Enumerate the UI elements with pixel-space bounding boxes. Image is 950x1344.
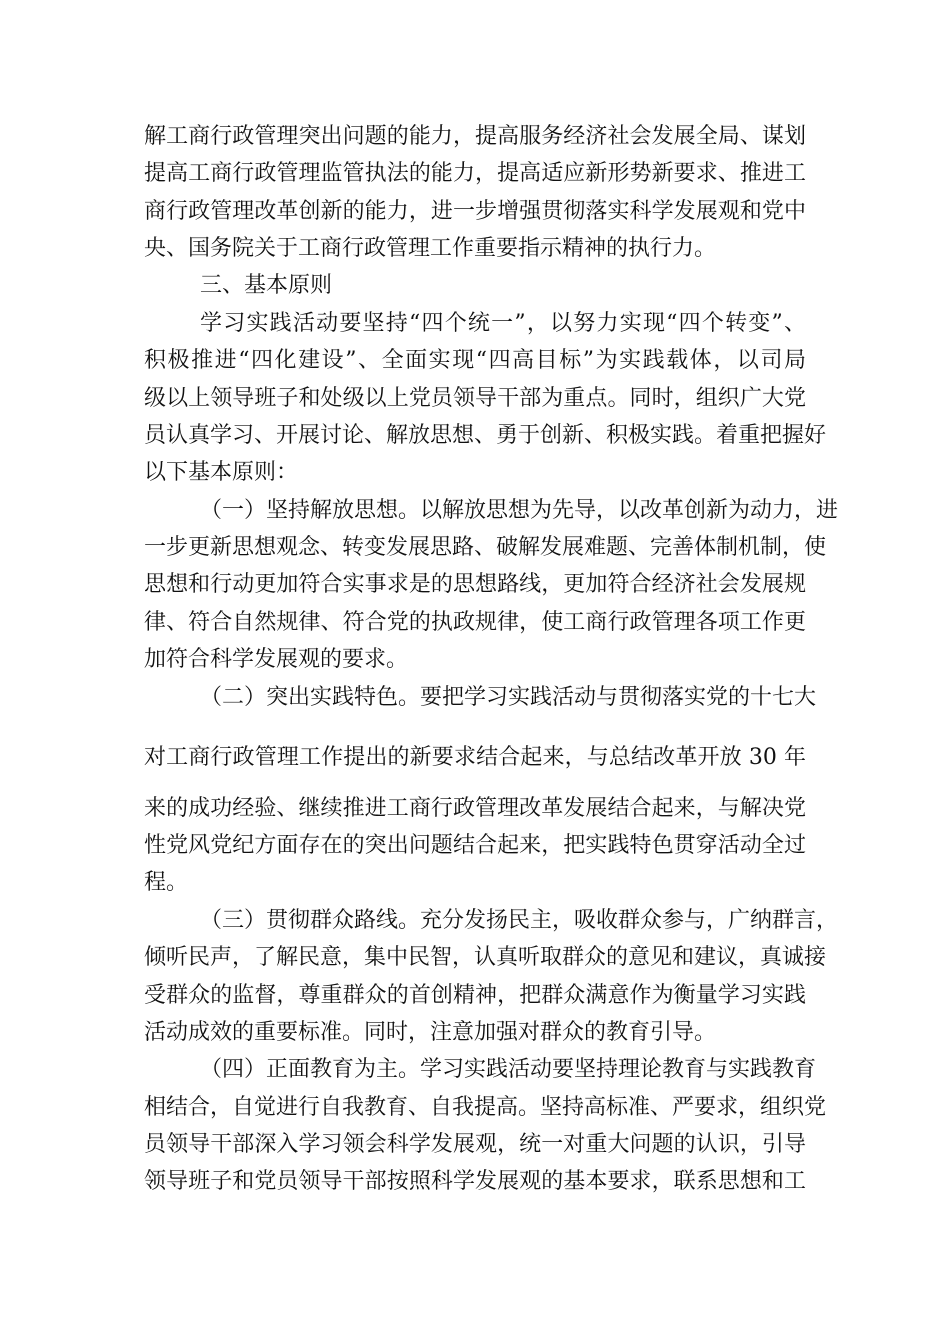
section-heading: 三、基本原则 (200, 273, 333, 298)
text-line-8: 级以上领导班子和处级以上党员领导干部为重点。同时，组织广大党 (144, 386, 806, 411)
text-line-18: 来的成功经验、继续推进工商行政管理改革发展结合起来，与解决党 (144, 796, 806, 821)
text-line-17: 对工商行政管理工作提出的新要求结合起来，与总结改革开放 30 年 (144, 745, 806, 770)
text-line-2: 提高工商行政管理监管执法的能力，提高适应新形势新要求、推进工 (144, 161, 806, 186)
text-line-28: 领导班子和党员领导干部按照科学发展观的基本要求，联系思想和工 (144, 1169, 806, 1194)
text-line-12: 一步更新思想观念、转变发展思路、破解发展难题、完善体制机制，使 (144, 535, 827, 560)
text-line-14: 律、符合自然规律、符合党的执政规律，使工商行政管理各项工作更 (144, 610, 806, 635)
text-line-11: （一）坚持解放思想。以解放思想为先导，以改革创新为动力，进 (200, 498, 839, 523)
text-line-20: 程。 (144, 870, 189, 895)
text-line-3: 商行政管理改革创新的能力，进一步增强贯彻落实科学发展观和党中 (144, 199, 806, 224)
text-line-21: （三）贯彻群众路线。充分发扬民主，吸收群众参与，广纳群言， (200, 908, 839, 933)
text-line-6: 学习实践活动要坚持“四个统一”，以努力实现“四个转变”、 (200, 311, 806, 336)
text-line-7: 积极推进“四化建设”、全面实现“四高目标”为实践载体，以司局 (144, 348, 806, 373)
text-line-24: 活动成效的重要标准。同时，注意加强对群众的教育引导。 (144, 1020, 717, 1045)
text-line-15: 加符合科学发展观的要求。 (144, 647, 409, 672)
text-line-10: 以下基本原则： (144, 460, 299, 485)
text-line-23: 受群众的监督，尊重群众的首创精神，把群众满意作为衡量学习实践 (144, 983, 806, 1008)
text-line-13: 思想和行动更加符合实事求是的思想路线，更加符合经济社会发展规 (144, 572, 806, 597)
text-line-4: 央、国务院关于工商行政管理工作重要指示精神的执行力。 (144, 236, 717, 261)
text-line-26: 相结合，自觉进行自我教育、自我提高。坚持高标准、严要求，组织党 (144, 1095, 827, 1120)
text-line-9: 员认真学习、开展讨论、解放思想、勇于创新、积极实践。着重把握好 (144, 423, 827, 448)
text-line-1: 解工商行政管理突出问题的能力，提高服务经济社会发展全局、谋划 (144, 124, 806, 149)
text-line-22: 倾听民声，了解民意，集中民智，认真听取群众的意见和建议，真诚接 (144, 945, 827, 970)
text-line-16: （二）突出实践特色。要把学习实践活动与贯彻落实党的十七大 (200, 685, 817, 710)
text-line-25: （四）正面教育为主。学习实践活动要坚持理论教育与实践教育 (200, 1057, 817, 1082)
text-line-19: 性党风党纪方面存在的突出问题结合起来，把实践特色贯穿活动全过 (144, 833, 806, 858)
text-line-27: 员领导干部深入学习领会科学发展观，统一对重大问题的认识，引导 (144, 1132, 806, 1157)
